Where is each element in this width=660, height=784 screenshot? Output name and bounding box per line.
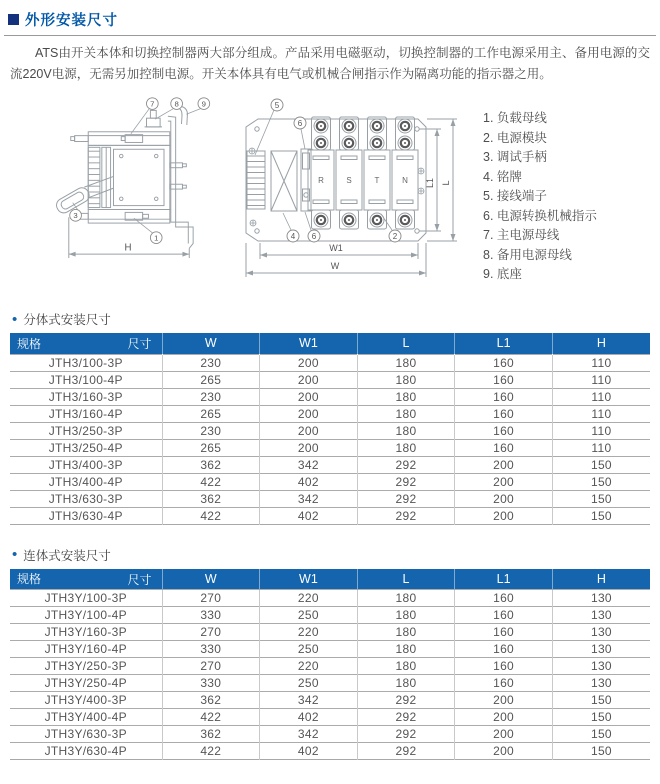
- dimension-cell: 160: [455, 422, 553, 439]
- dimension-cell: 265: [162, 371, 260, 388]
- dimension-cell: 160: [455, 607, 553, 624]
- dimension-cell: 200: [455, 692, 553, 709]
- callout-9: 9: [201, 99, 206, 109]
- dimension-cell: 180: [357, 641, 455, 658]
- dim-label-h: H: [124, 242, 132, 254]
- callout-6-bottom: 6: [311, 231, 317, 241]
- spec-cell: JTH3Y/400-3P: [10, 692, 162, 709]
- parts-list-item: 2. 电源模块: [483, 130, 547, 145]
- col-header-l1: L1: [455, 333, 553, 354]
- spec-dim-header-cell: [10, 569, 162, 590]
- parts-list-item: 9. 底座: [483, 267, 522, 281]
- dimension-cell: 270: [162, 658, 260, 675]
- dimension-cell: 130: [552, 590, 650, 607]
- table-row: [10, 641, 650, 658]
- spec-cell: JTH3/250-3P: [10, 422, 162, 439]
- spec-cell: JTH3Y/160-3P: [10, 624, 162, 641]
- dimension-cell: 160: [455, 371, 553, 388]
- dimension-cell: 200: [455, 456, 553, 473]
- dimension-cell: 342: [260, 726, 358, 743]
- dimension-cell: 150: [552, 709, 650, 726]
- dimension-cell: 342: [260, 490, 358, 507]
- dimension-cell: 110: [552, 439, 650, 456]
- intro-paragraph: ATS由开关本体和切换控制器两大部分组成。产品采用电磁驱动，切换控制器的工作电源采用主、备用电源的交流220V电源，无需另加控制电源。开关本体具有电气或机械合闸指示作为隔离功能的指示器之用。: [10, 46, 650, 81]
- dimension-cell: 180: [357, 422, 455, 439]
- callout-4: 4: [290, 231, 296, 241]
- dimension-cell: 160: [455, 658, 553, 675]
- bullet-icon: •: [12, 310, 18, 328]
- dimension-cell: 230: [162, 422, 260, 439]
- parts-list-item: 3. 调试手柄: [483, 150, 547, 164]
- parts-list-item: 7. 主电源母线: [483, 228, 560, 242]
- dimension-cell: 230: [162, 354, 260, 371]
- dimension-cell: 200: [260, 388, 358, 405]
- dimension-cell: 250: [260, 641, 358, 658]
- callout-6-top: 6: [297, 118, 303, 128]
- dimension-cell: 180: [357, 371, 455, 388]
- dimension-cell: 180: [357, 439, 455, 456]
- col-header-w1: W1: [260, 333, 358, 354]
- table-row: [10, 507, 650, 524]
- dimension-cell: 160: [455, 354, 553, 371]
- dimension-cell: 265: [162, 439, 260, 456]
- dimension-cell: 160: [455, 624, 553, 641]
- table-row: [10, 726, 650, 743]
- col-header-h: H: [552, 333, 650, 354]
- dimension-cell: 150: [552, 456, 650, 473]
- spec-cell: JTH3/400-4P: [10, 473, 162, 490]
- spec-cell: JTH3/160-4P: [10, 405, 162, 422]
- dimension-cell: 402: [260, 507, 358, 524]
- bullet-icon: •: [12, 546, 18, 563]
- header-divider: [4, 35, 656, 36]
- dimension-cell: 150: [552, 507, 650, 524]
- table-row: [10, 490, 650, 507]
- dimension-cell: 200: [455, 709, 553, 726]
- side-view-drawing: [28, 93, 232, 291]
- dimension-cell: 180: [357, 405, 455, 422]
- dimension-cell: 270: [162, 624, 260, 641]
- spec-cell: JTH3Y/630-3P: [10, 726, 162, 743]
- dimension-cell: 180: [357, 590, 455, 607]
- callout-7: 7: [150, 99, 155, 109]
- dim-label-l1: L1: [425, 177, 435, 189]
- dimension-cell: 292: [357, 490, 455, 507]
- dimension-cell: 330: [162, 607, 260, 624]
- spec-cell: JTH3Y/250-3P: [10, 658, 162, 675]
- dimension-cell: 150: [552, 473, 650, 490]
- dimension-cell: 422: [162, 743, 260, 760]
- dimension-cell: 220: [260, 590, 358, 607]
- dimension-cell: 422: [162, 507, 260, 524]
- col-header-w1: W1: [260, 569, 358, 590]
- parts-list-item: 8. 备用电源母线: [483, 247, 572, 262]
- dimension-cell: 180: [357, 354, 455, 371]
- dimension-cell: 150: [552, 692, 650, 709]
- callout-5: 5: [274, 100, 280, 110]
- phase-label-r: R: [318, 176, 324, 185]
- dimension-cell: 180: [357, 675, 455, 692]
- page-header: [0, 0, 660, 30]
- dimension-cell: 200: [260, 405, 358, 422]
- dimension-cell: 200: [260, 422, 358, 439]
- dimension-cell: 150: [552, 726, 650, 743]
- dimension-cell: 200: [455, 726, 553, 743]
- joined-section-title: 连体式安装尺寸: [23, 548, 111, 563]
- dimension-cell: 342: [260, 456, 358, 473]
- dim-header-label: 尺寸: [127, 572, 152, 587]
- col-header-w: W: [162, 569, 260, 590]
- table-row: [10, 439, 650, 456]
- spec-cell: JTH3/630-4P: [10, 507, 162, 524]
- parts-list-item: 5. 接线端子: [483, 189, 547, 203]
- dim-label-l: L: [441, 180, 451, 186]
- callout-3: 3: [73, 211, 78, 221]
- dimension-cell: 362: [162, 692, 260, 709]
- dimension-cell: 130: [552, 658, 650, 675]
- dimension-cell: 230: [162, 388, 260, 405]
- dimension-cell: 402: [260, 709, 358, 726]
- dimension-cell: 110: [552, 388, 650, 405]
- dimension-cell: 160: [455, 641, 553, 658]
- phase-label-s: S: [346, 176, 352, 185]
- joined-section-header: [12, 546, 660, 564]
- spec-cell: JTH3/250-4P: [10, 439, 162, 456]
- table-row: [10, 354, 650, 371]
- dimension-cell: 200: [260, 354, 358, 371]
- top-view-drawing: [232, 93, 469, 293]
- dimension-cell: 180: [357, 388, 455, 405]
- dimension-cell: 422: [162, 709, 260, 726]
- dimension-cell: 330: [162, 641, 260, 658]
- parts-list-item: 4. 铭牌: [483, 169, 522, 184]
- dimension-cell: 110: [552, 371, 650, 388]
- dimension-cell: 110: [552, 405, 650, 422]
- table-row: [10, 405, 650, 422]
- spec-cell: JTH3Y/100-3P: [10, 590, 162, 607]
- dimension-cell: 130: [552, 624, 650, 641]
- diagram-area: [0, 93, 660, 295]
- dimension-cell: 150: [552, 490, 650, 507]
- dimension-cell: 160: [455, 388, 553, 405]
- dimension-cell: 292: [357, 743, 455, 760]
- spec-cell: JTH3/160-3P: [10, 388, 162, 405]
- dimension-cell: 402: [260, 473, 358, 490]
- dimension-cell: 160: [455, 675, 553, 692]
- table-row: [10, 692, 650, 709]
- dimension-cell: 160: [455, 590, 553, 607]
- dimension-cell: 342: [260, 692, 358, 709]
- dimension-cell: 110: [552, 422, 650, 439]
- dimension-cell: 270: [162, 590, 260, 607]
- spec-cell: JTH3/630-3P: [10, 490, 162, 507]
- col-header-w: W: [162, 333, 260, 354]
- page-title: 外形安装尺寸: [25, 13, 118, 29]
- dim-header-label: 尺寸: [127, 337, 152, 351]
- dimension-cell: 292: [357, 507, 455, 524]
- table-header-row: [10, 569, 650, 590]
- spec-cell: JTH3Y/630-4P: [10, 743, 162, 760]
- parts-list-item: 6. 电源转换机械指示: [483, 208, 597, 223]
- dimension-cell: 200: [455, 490, 553, 507]
- col-header-l: L: [357, 333, 455, 354]
- dim-label-w: W: [330, 261, 340, 271]
- table-row: [10, 607, 650, 624]
- dimension-cell: 422: [162, 473, 260, 490]
- table-row: [10, 675, 650, 692]
- dimension-cell: 200: [455, 743, 553, 760]
- col-header-h: H: [552, 569, 650, 590]
- dimension-cell: 362: [162, 726, 260, 743]
- dimension-cell: 292: [357, 709, 455, 726]
- dimension-cell: 200: [260, 371, 358, 388]
- dimension-cell: 200: [455, 507, 553, 524]
- callout-8: 8: [174, 99, 179, 109]
- spec-cell: JTH3/100-3P: [10, 354, 162, 371]
- dimension-cell: 292: [357, 456, 455, 473]
- dimension-cell: 180: [357, 607, 455, 624]
- callout-2: 2: [392, 231, 398, 241]
- split-section-title: 分体式安装尺寸: [23, 313, 111, 327]
- dimension-cell: 292: [357, 726, 455, 743]
- table-row: [10, 388, 650, 405]
- table-row: [10, 456, 650, 473]
- dimension-cell: 130: [552, 641, 650, 658]
- table-row: [10, 658, 650, 675]
- spec-dim-header-cell: [10, 333, 162, 354]
- dimension-cell: 110: [552, 354, 650, 371]
- dimension-cell: 180: [357, 658, 455, 675]
- square-marker-icon: [8, 14, 19, 25]
- phase-label-t: T: [374, 176, 380, 185]
- table-row: [10, 590, 650, 607]
- dimension-cell: 130: [552, 675, 650, 692]
- dimension-cell: 150: [552, 743, 650, 760]
- dimension-cell: 362: [162, 490, 260, 507]
- dimension-cell: 362: [162, 456, 260, 473]
- spec-cell: JTH3Y/250-4P: [10, 675, 162, 692]
- dimension-cell: 330: [162, 675, 260, 692]
- dimension-cell: 220: [260, 624, 358, 641]
- spec-header-label: 规格: [17, 336, 42, 351]
- dimension-cell: 130: [552, 607, 650, 624]
- parts-list-item: 1. 负载母线: [483, 111, 547, 125]
- dimension-cell: 160: [455, 405, 553, 422]
- spec-cell: JTH3Y/400-4P: [10, 709, 162, 726]
- dimension-cell: 250: [260, 607, 358, 624]
- dim-label-w1: W1: [329, 243, 343, 253]
- dimension-cell: 402: [260, 743, 358, 760]
- dimension-cell: 180: [357, 624, 455, 641]
- table-row: [10, 743, 650, 760]
- table-row: [10, 371, 650, 388]
- table-row: [10, 473, 650, 490]
- table-row: [10, 624, 650, 641]
- dimension-cell: 292: [357, 473, 455, 490]
- joined-dimensions-table: [10, 569, 650, 761]
- spec-cell: JTH3Y/100-4P: [10, 607, 162, 624]
- phase-label-n: N: [402, 176, 408, 185]
- split-section-header: [12, 310, 660, 328]
- split-dimensions-table: [10, 333, 650, 525]
- parts-list: [483, 93, 597, 295]
- dimension-cell: 250: [260, 675, 358, 692]
- col-header-l: L: [357, 569, 455, 590]
- spec-header-label: 规格: [17, 572, 42, 586]
- spec-cell: JTH3/100-4P: [10, 371, 162, 388]
- dimension-cell: 160: [455, 439, 553, 456]
- spec-cell: JTH3/400-3P: [10, 456, 162, 473]
- col-header-l1: L1: [455, 569, 553, 590]
- table-row: [10, 422, 650, 439]
- dimension-cell: 200: [455, 473, 553, 490]
- dimension-cell: 292: [357, 692, 455, 709]
- spec-cell: JTH3Y/160-4P: [10, 641, 162, 658]
- table-row: [10, 709, 650, 726]
- callout-1: 1: [154, 233, 159, 243]
- dimension-cell: 265: [162, 405, 260, 422]
- dimension-cell: 220: [260, 658, 358, 675]
- table-header-row: [10, 333, 650, 354]
- dimension-cell: 200: [260, 439, 358, 456]
